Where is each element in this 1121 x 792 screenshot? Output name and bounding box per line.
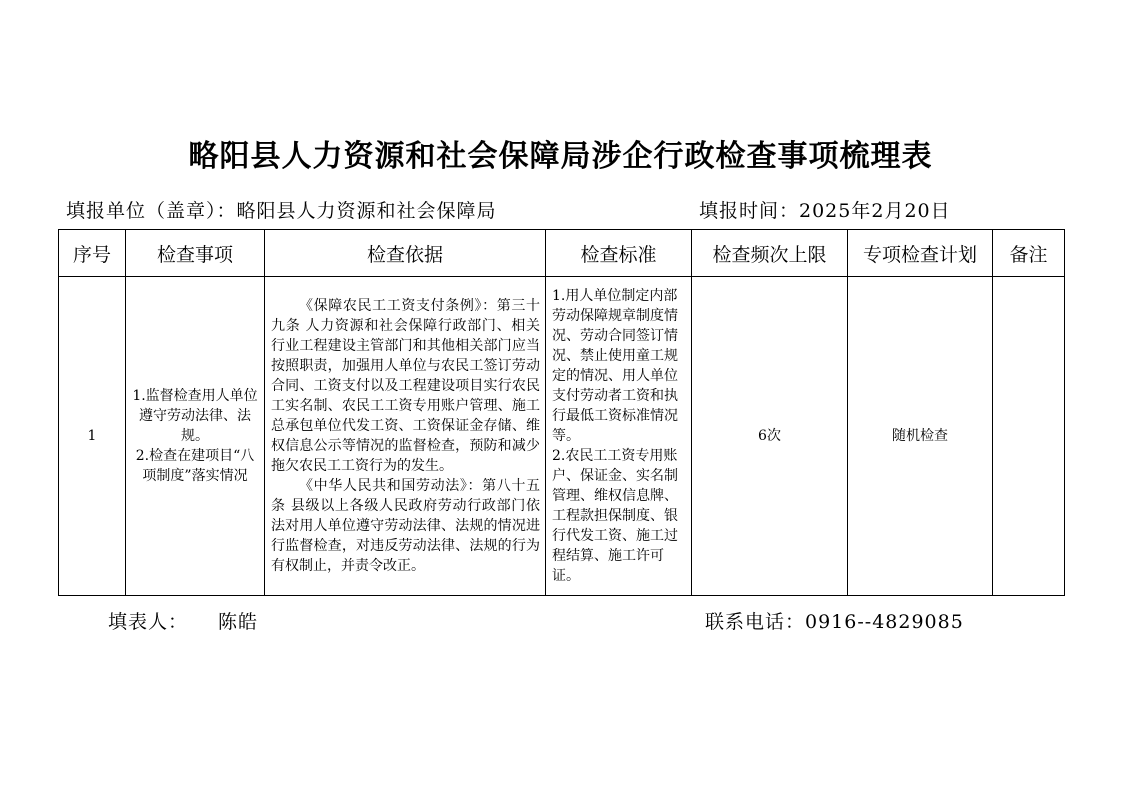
- header-remark: 备注: [993, 230, 1065, 277]
- item-2: 2.检查在建项目“八项制度”落实情况: [135, 448, 255, 484]
- basis-paragraph-1: 《保障农民工工资支付条例》：第三十九条 人力资源和社会保障行政部门、相关行业工程建设主管部门和其他相关部门应当按照职责，加强用人单位与农民工签订劳动合同、工资支付以及工程建设项目实行农民工实名制、农民工工资专用账户管理、施工总承包单位代发工资、工资保证金存储、维权信息公示等情况的监督检查，预防和减少拖欠农民工工资行为的发生。: [271, 298, 540, 474]
- header-standard: 检查标准: [546, 230, 692, 277]
- header-index: 序号: [59, 230, 126, 277]
- filing-time: 填报时间：2025年2月20日: [699, 200, 951, 222]
- cell-index: 1: [59, 277, 126, 596]
- cell-plan: 随机检查: [848, 277, 993, 596]
- filler-label: 填表人：: [108, 611, 189, 633]
- header-frequency: 检查频次上限: [692, 230, 848, 277]
- header-items: 检查事项: [126, 230, 265, 277]
- filler: [108, 607, 258, 634]
- cell-frequency: 6次: [692, 277, 848, 596]
- cell-standard: [546, 277, 692, 596]
- contact-phone: 联系电话：0916--4829085: [705, 611, 964, 633]
- basis-paragraph-2: 《中华人民共和国劳动法》：第八十五条 县级以上各级人民政府劳动行政部门依法对用人单位遵守劳动法律、法规的情况进行监督检查，对违反劳动法律、法规的行为有权制止，并责令改正。: [271, 478, 540, 574]
- inspection-table: [58, 229, 1065, 596]
- cell-basis: [265, 277, 546, 596]
- header-plan: 专项检查计划: [848, 230, 993, 277]
- item-1: 1.监督检查用人单位遵守劳动法律、法规。: [132, 388, 258, 444]
- document-title: 略阳县人力资源和社会保障局涉企行政检查事项梳理表: [188, 139, 933, 174]
- filler-name: 陈皓: [218, 611, 259, 633]
- cell-items: [126, 277, 265, 596]
- table-row: [59, 277, 1065, 596]
- standard-2: 2.农民工工资专用账户、保证金、实名制管理、维权信息牌、工程款担保制度、银行代发工资、施工过程结算、施工许可证。: [552, 448, 678, 584]
- header-basis: 检查依据: [265, 230, 546, 277]
- standard-1: 1.用人单位制定内部劳动保障规章制度情况、劳动合同签订情况、禁止使用童工规定的情况、用人单位支付劳动者工资和执行最低工资标准情况等。: [552, 288, 678, 444]
- table-header-row: [59, 230, 1065, 277]
- cell-remark: [993, 277, 1065, 596]
- filing-unit: 填报单位（盖章）：略阳县人力资源和社会保障局: [66, 200, 497, 222]
